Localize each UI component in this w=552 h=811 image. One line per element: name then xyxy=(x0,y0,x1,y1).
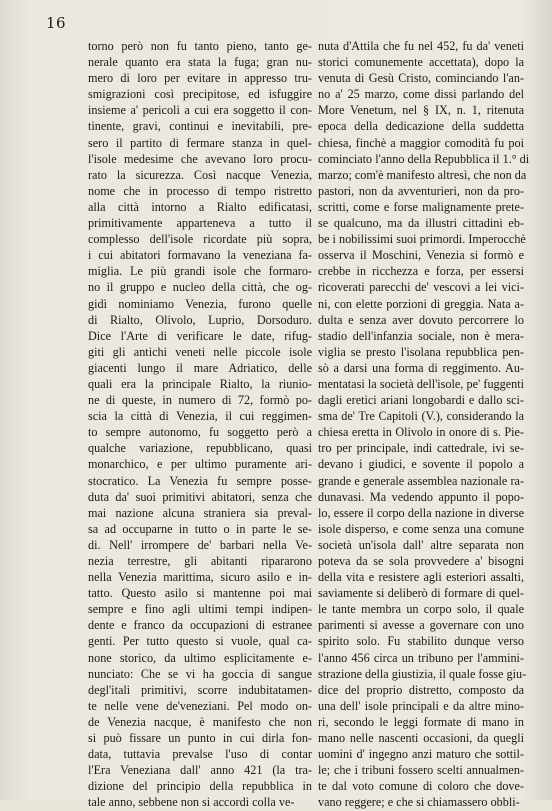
text-line: le; che i tribuni fossero scelti annualmen- xyxy=(318,763,524,778)
text-line: marzo; com'è manifesto altresì, che non da xyxy=(318,167,527,182)
text-line: dice del proprio distretto, composto da xyxy=(318,682,524,697)
text-line: nuta d'Attila che fu nel 452, fu da' veneti xyxy=(318,39,524,53)
text-line: storici comunemente accettata), dopo la xyxy=(318,55,524,70)
text-line: spirito solo. Fu stabilito dunque verso xyxy=(318,634,524,649)
text-line: te nelle vene de'veneziani. Pel modo on- xyxy=(88,698,312,713)
text-line: parimenti si avesse a governare con uno xyxy=(318,618,524,633)
text-line: chiesa eretta in Olivolo in onore di s. Pie- xyxy=(318,425,524,440)
text-line: vano reggere; e che si chiamassero obbli- xyxy=(318,795,520,810)
text-line: mano nelle nascenti occasioni, da quegli xyxy=(318,731,524,746)
text-line: osserva il Moschini, Venezia si formò e xyxy=(318,248,524,263)
text-line: nome che in processo di tempo ristretto xyxy=(88,183,312,198)
text-line: rato la sicurezza. Così nacque Venezia, xyxy=(88,167,312,182)
text-line: l'anno 456 circa un tribuno per l'ammini- xyxy=(318,650,524,665)
text-line: saviamente si deliberò di formare di quel- xyxy=(318,586,524,601)
text-line: scia la città di Venezia, il cui reggimen- xyxy=(88,409,312,424)
text-line: le tante membra un corpo solo, il quale xyxy=(318,602,524,617)
text-line: chiesa, finchè a maggior comodità fu poi xyxy=(318,135,524,150)
text-line: complesso dell'isole ricordate più sopra, xyxy=(88,232,312,247)
text-line: Dice l'Arte di verificare le date, rifug- xyxy=(88,328,312,343)
text-line: viglia se presto l'isolana repubblica pen- xyxy=(318,344,524,359)
text-line: uomini d' ingegno anzi maturo che sottil- xyxy=(318,747,524,762)
text-line: More Venetum, nel § IX, n. 1, ritenuta xyxy=(318,103,524,118)
text-line: duta da' suoi primitivi abitatori, senza che xyxy=(88,489,312,504)
text-line: tale anno, sebbene non si accordi colla ve- xyxy=(88,795,295,810)
text-line: nella Venezia marittima, sicuro asilo e in- xyxy=(88,570,312,585)
text-line: epoca della dedicazione della suddetta xyxy=(318,119,524,134)
text-line: de Venezia nacque, è manifesto che non xyxy=(88,714,312,729)
page-number: 16 xyxy=(46,14,67,32)
text-line: primitivamente apparteneva a tutto il xyxy=(88,216,312,231)
text-line: venuta di Gesù Cristo, cominciando l'an- xyxy=(318,71,524,86)
left-text-column xyxy=(88,38,312,811)
text-line: dagli eretici ariani longobardi e dallo sci- xyxy=(318,393,524,408)
text-line: genti. Per tutto questo si vuole, qual ca- xyxy=(88,634,312,649)
text-line: dunavasi. Ma vedendo appunto il popo- xyxy=(318,489,524,504)
text-line: una dell' isole principali e da altre mino- xyxy=(318,698,524,713)
text-line: scritti, come e forse malignamente prete- xyxy=(318,199,524,214)
text-line: della vita e resistere agli esteriori assalti, xyxy=(318,570,524,585)
text-line: devano i giudici, e sovente il popolo a xyxy=(318,457,524,472)
text-line: nunciato: Che se vi ha goccia di sangue xyxy=(88,666,312,681)
text-line: mero di loro per evitare in appresso tru- xyxy=(88,71,312,86)
text-line: l'Era Veneziana dall' anno 421 (la tra- xyxy=(88,763,312,778)
text-line: stocratico. La Venezia fu sempre posse- xyxy=(88,473,312,488)
text-line: strazione della giustizia, il quale fosse giu- xyxy=(318,666,527,681)
text-line: to sempre autonomo, fu soggetto però a xyxy=(88,425,312,440)
text-line: smigrazioni così precipitose, ed isfuggire xyxy=(88,87,312,102)
right-text-column xyxy=(318,38,530,811)
text-line: insieme a' pericoli a cui era soggetto il con- xyxy=(88,103,312,118)
text-line: ni, con elette porzioni di greggia. Nata a- xyxy=(318,296,524,311)
text-line: no a' 25 marzo, come dissi parlando del xyxy=(318,87,524,102)
text-line: data, tuttavia prevalse l'uso di contar xyxy=(88,747,312,762)
text-line: l'isole medesime che avevano loro procu- xyxy=(88,151,312,166)
text-line: sma de' Tre Capitoli (V.), considerando la xyxy=(318,409,524,424)
text-line: nezia terrestre, gli abitanti ripararono xyxy=(88,554,312,568)
text-line: ricoverati parecchi de' vescovi a lei vici- xyxy=(318,280,524,295)
text-line: cominciato l'anno della Repubblica il 1.° di xyxy=(318,151,530,166)
text-line: di Rialto, Olivolo, Luprio, Dorsoduro. xyxy=(88,312,312,327)
text-line: sò a darsi una forma di reggimento. Au- xyxy=(318,360,524,375)
text-line: sempre e fino agli ultimi tempi indipen- xyxy=(88,602,312,617)
text-line: tatto. Questo asilo si mantenne poi mai xyxy=(88,586,312,601)
text-line: nerale quanto era stata la fuga; gran nu- xyxy=(88,55,312,70)
text-line: ri, secondo le leggi formate di mano in xyxy=(318,714,524,729)
text-line: tinente, gravi, continui e inevitabili, pre- xyxy=(88,119,312,134)
text-line: monarchico, e per ultimo puramente ari- xyxy=(88,457,312,472)
text-line: società un'isola dall' altre separata non xyxy=(318,537,524,552)
text-line: sero il partito di fermare stanza in quel- xyxy=(88,135,312,150)
text-line: lo, essere il corpo della nazione in diverse xyxy=(318,505,524,520)
text-line: stadio dell'infanzia sociale, non è mera- xyxy=(318,328,524,343)
text-line: quali era la principale Rialto, la riunio- xyxy=(88,376,312,391)
text-line: te dal voto comune di coloro che dove- xyxy=(318,779,524,794)
text-line: dizione del principio della repubblica in xyxy=(88,779,312,794)
text-line: be i nobilissimi suoi primordi. Imperocchè xyxy=(318,232,526,247)
text-line: si può fissare un punto in cui dirla fon- xyxy=(88,731,312,746)
text-line: grande e generale assemblea nazionale ra- xyxy=(318,473,524,488)
text-line: torno però non fu tanto pieno, tanto ge- xyxy=(88,39,312,53)
text-line: ne di queste, in numero di 72, formò po- xyxy=(88,393,312,408)
text-line: crebbe in ricchezza e forza, per essersi xyxy=(318,264,524,279)
text-line: tro per principale, indi cattedrale, ivi se- xyxy=(318,441,524,456)
text-line: giacenti lungo il mare Adriatico, delle xyxy=(88,360,312,375)
text-line: degl'itali primitivi, scorre indubitatamen- xyxy=(88,682,312,697)
text-line: miglia. Le più grandi isole che formaro- xyxy=(88,264,312,279)
text-line: qualche variazione, repubblicano, quasi xyxy=(88,441,312,456)
text-line: se qualcuno, ma da illustri cittadini eb- xyxy=(318,216,524,231)
text-line: none storico, da ultimo esplicitamente e- xyxy=(88,650,312,665)
text-line: i cui abitatori formavano la veneziana fa- xyxy=(88,248,312,263)
text-line: poteva da se sola provvedere a' bisogni xyxy=(318,554,524,568)
text-line: mai nazione alcuna straniera sia preval- xyxy=(88,505,312,520)
text-line: gidì nominiamo Venezia, furono quelle xyxy=(88,296,312,311)
text-line: no il gruppo e nucleo della città, che og- xyxy=(88,280,312,295)
text-line: sa ad occuparne in tutto o in parte le se- xyxy=(88,521,312,536)
text-line: alla città intorno a Rialto edificatasi, xyxy=(88,199,312,214)
text-line: giti gli antichi veneti nelle piccole isole xyxy=(88,344,312,359)
text-line: pastori, non da avventurieri, non da pro- xyxy=(318,183,524,198)
text-line: dente e franco da occupazioni di estranee xyxy=(88,618,312,633)
text-line: di. Nell' irrompere de' barbari nella Ve- xyxy=(88,537,312,552)
text-line: dulta e senza aver dovuto percorrere lo xyxy=(318,312,524,327)
text-line: mentatasi la società dell'isole, pe' fuggenti xyxy=(318,376,524,391)
text-line: isole disperso, e come senza una comune xyxy=(318,521,524,536)
